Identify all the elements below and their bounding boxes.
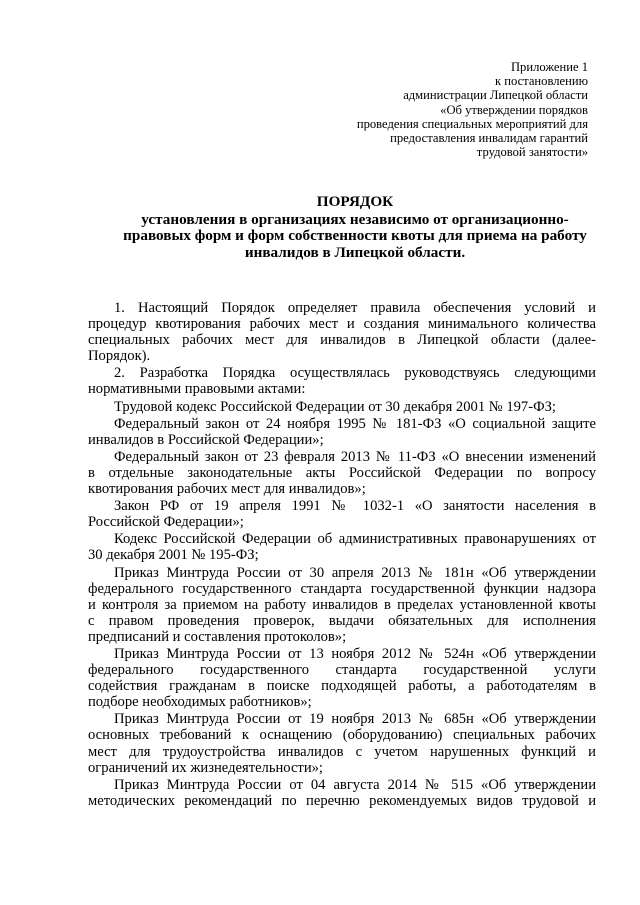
body-paragraph bbox=[88, 531, 596, 563]
paragraph-line: Приказ Минтруда России от 30 апреля 2013 № 181н «Об утверждении bbox=[114, 564, 596, 581]
paragraph-line: специальных рабочих мест для инвалидов в Липецкой области (далее- bbox=[88, 332, 596, 349]
body-paragraph bbox=[88, 416, 596, 448]
appendix-line: Приложение 1 bbox=[510, 60, 588, 74]
body-paragraph bbox=[88, 399, 596, 415]
paragraph-line: подборе необходимых работников»; bbox=[88, 694, 312, 711]
appendix-line: администрации Липецкой области bbox=[403, 88, 588, 103]
paragraph-line: Приказ Минтруда России от 04 августа 2014 № 515 «Об утверждении bbox=[114, 776, 596, 793]
body-paragraph bbox=[88, 498, 596, 530]
paragraph-line: мест для трудоустройства инвалидов с учетом нарушенных функций и bbox=[88, 743, 596, 760]
paragraph-line: Порядок). bbox=[88, 348, 151, 365]
paragraph-line: инвалидов в Российской Федерации»; bbox=[88, 431, 324, 448]
appendix-note bbox=[288, 60, 588, 159]
appendix-line: к постановлению bbox=[494, 74, 588, 89]
paragraph-line: Федеральный закон от 24 ноября 1995 № 181-ФЗ «О социальной защите bbox=[114, 415, 596, 432]
paragraph-line: основных требований к оснащению (оборудованию) специальных рабочих bbox=[88, 727, 596, 744]
paragraph-line: методических рекомендаций по перечню рекомендуемых видов трудовой и bbox=[88, 792, 596, 809]
paragraph-line: федерального государственного стандарта государственной услуги bbox=[88, 662, 596, 679]
paragraph-line: ограничений их жизнедеятельности»; bbox=[88, 759, 323, 776]
body-paragraph bbox=[88, 777, 596, 809]
paragraph-line: Кодекс Российской Федерации об административных правонарушениях от bbox=[114, 531, 596, 548]
paragraph-line: в отдельные законодательные акты Российской Федерации по вопросу bbox=[88, 464, 596, 481]
paragraph-line: с правом проведения проверок, выдачи обязательных для исполнения bbox=[88, 612, 596, 629]
paragraph-line: и контроля за приемом на работу инвалидов в пределах установленной квоты bbox=[88, 596, 596, 613]
paragraph-line: Приказ Минтруда России от 13 ноября 2012 № 524н «Об утверждении bbox=[114, 645, 596, 662]
paragraph-line: Трудовой кодекс Российской Федерации от 30 декабря 2001 № 197-ФЗ; bbox=[114, 398, 556, 415]
paragraph-line: Российской Федерации»; bbox=[88, 514, 244, 531]
paragraph-line: Федеральный закон от 23 февраля 2013 № 11-ФЗ «О внесении изменений bbox=[114, 448, 596, 465]
body-paragraph bbox=[88, 449, 596, 497]
paragraph-line: Закон РФ от 19 апреля 1991 № 1032-1 «О занятости населения в bbox=[114, 498, 596, 515]
appendix-line: «Об утверждении порядков bbox=[440, 102, 588, 117]
paragraph-line: федерального государственного стандарта государственной функции надзора bbox=[88, 580, 596, 597]
paragraph-line: квотирования рабочих мест для инвалидов»; bbox=[88, 481, 366, 498]
paragraph-line: содействия гражданам в поиске подходящей работы, а работодателям в bbox=[88, 678, 596, 695]
title-heading: ПОРЯДОК bbox=[316, 193, 394, 210]
document-body bbox=[88, 300, 596, 810]
paragraph-line: предписаний и составления протоколов»; bbox=[88, 628, 347, 645]
title-line: инвалидов в Липецкой области. bbox=[244, 243, 466, 261]
body-paragraph bbox=[88, 365, 596, 397]
paragraph-line: процедур квотирования рабочих мест и создания минимального количества bbox=[88, 316, 596, 333]
title-line: установления в организациях независимо от организационно- bbox=[141, 210, 569, 228]
appendix-line: трудовой занятости» bbox=[476, 145, 588, 160]
paragraph-line: 2. Разработка Порядка осуществлялась руководствуясь следующими bbox=[114, 365, 596, 382]
body-paragraph bbox=[88, 565, 596, 645]
paragraph-line: Приказ Минтруда России от 19 ноября 2013 № 685н «Об утверждении bbox=[114, 711, 596, 728]
appendix-line: проведения специальных мероприятий для bbox=[356, 116, 588, 131]
appendix-line: предоставления инвалидам гарантий bbox=[390, 131, 588, 146]
paragraph-line: 30 декабря 2001 № 195-ФЗ; bbox=[88, 547, 259, 564]
document-title bbox=[110, 194, 600, 261]
paragraph-line: нормативными правовыми актами: bbox=[88, 381, 306, 398]
body-paragraph bbox=[88, 646, 596, 710]
title-line: правовых форм и форм собственности квоты для приема на работу bbox=[123, 227, 587, 245]
body-paragraph bbox=[88, 300, 596, 364]
paragraph-line: 1. Настоящий Порядок определяет правила обеспечения условий и bbox=[114, 300, 596, 316]
body-paragraph bbox=[88, 711, 596, 775]
